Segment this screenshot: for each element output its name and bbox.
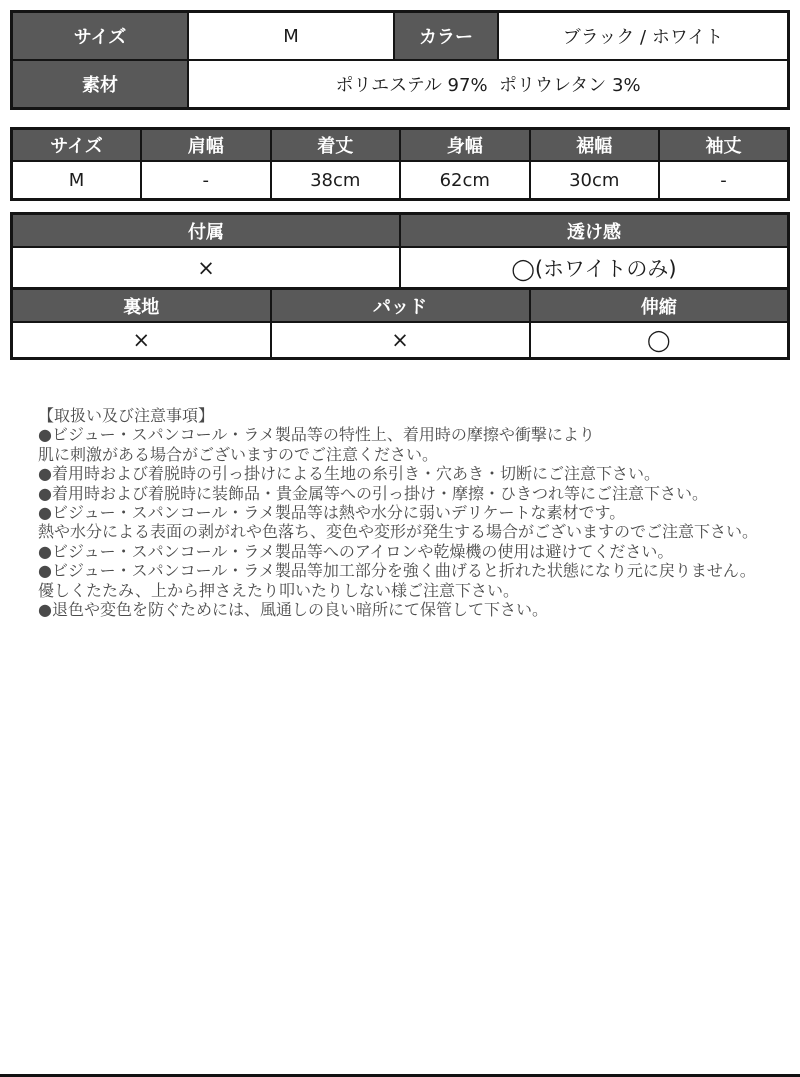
pad-value-cell: × xyxy=(271,322,530,359)
accessory-value-cell: × xyxy=(12,247,401,289)
size-color-material-table xyxy=(10,10,790,110)
material-value-cell: ポリエステル 97% ポリウレタン 3% xyxy=(188,60,789,109)
care-instructions-title: 【取扱い及び注意事項】 xyxy=(38,406,215,425)
table-row xyxy=(12,12,789,61)
measure-header-shoulder: 肩幅 xyxy=(141,129,271,162)
measure-value-length: 38cm xyxy=(271,161,401,200)
care-note-line: ●ビジュー・スパンコール・ラメ製品等加工部分を強く曲げると折れた状態になり元に戻りません。 xyxy=(38,561,756,581)
table-header-row xyxy=(12,214,789,248)
measure-value-shoulder: - xyxy=(141,161,271,200)
table-row xyxy=(12,322,789,359)
lining-value-cell: × xyxy=(12,322,271,359)
measure-value-size: M xyxy=(12,161,142,200)
lining-header-cell: 裏地 xyxy=(12,289,271,323)
product-spec-page xyxy=(0,10,800,1077)
accessory-sheerness-table xyxy=(10,212,790,290)
lining-pad-stretch-table xyxy=(10,287,790,360)
measurements-table xyxy=(10,127,790,201)
care-note-line: ●着用時および着脱時に装飾品・貴金属等への引っ掛け・摩擦・ひきつれ等にご注意下さい。 xyxy=(38,483,708,503)
sheerness-value-cell: ◯(ホワイトのみ) xyxy=(400,247,789,289)
color-value-cell: ブラック / ホワイト xyxy=(498,12,789,61)
stretch-header-cell: 伸縮 xyxy=(530,289,789,323)
measure-header-hem: 裾幅 xyxy=(530,129,660,162)
measure-value-width: 62cm xyxy=(400,161,530,200)
pad-header-cell: パッド xyxy=(271,289,530,323)
size-value-cell: M xyxy=(188,12,394,61)
care-note-line: ●ビジュー・スパンコール・ラメ製品等の特性上、着用時の摩擦や衝撃により xyxy=(38,425,595,445)
accessory-header-cell: 付属 xyxy=(12,214,401,248)
stretch-value-cell: ◯ xyxy=(530,322,789,359)
measure-header-length: 着丈 xyxy=(271,129,401,162)
size-label-cell: サイズ xyxy=(12,12,189,61)
care-instructions xyxy=(38,406,772,619)
table-row xyxy=(12,60,789,109)
table-row xyxy=(12,161,789,200)
care-note-line: ●着用時および着脱時の引っ掛けによる生地の糸引き・穴あき・切断にご注意下さい。 xyxy=(38,464,660,484)
table-header-row xyxy=(12,289,789,323)
table-header-row xyxy=(12,129,789,162)
care-note-line: ●ビジュー・スパンコール・ラメ製品等へのアイロンや乾燥機の使用は避けてください。 xyxy=(38,541,674,561)
material-label-cell: 素材 xyxy=(12,60,189,109)
care-note-line: 肌に刺激がある場合がございますのでご注意ください。 xyxy=(38,444,439,464)
care-note-line: 優しくたたみ、上から押さえたり叩いたりしない様ご注意下さい。 xyxy=(38,580,519,600)
measure-value-sleeve: - xyxy=(659,161,789,200)
measure-value-hem: 30cm xyxy=(530,161,660,200)
care-note-line: ●退色や変色を防ぐためには、風通しの良い暗所にて保管して下さい。 xyxy=(38,600,548,620)
measure-header-sleeve: 袖丈 xyxy=(659,129,789,162)
table-row xyxy=(12,247,789,289)
measure-header-size: サイズ xyxy=(12,129,142,162)
care-note-line: ●ビジュー・スパンコール・ラメ製品等は熱や水分に弱いデリケートな素材です。 xyxy=(38,503,626,523)
color-label-cell: カラー xyxy=(394,12,498,61)
care-note-line: 熱や水分による表面の剥がれや色落ち、変色や変形が発生する場合がございますのでご注意下さい。 xyxy=(38,522,759,542)
sheerness-header-cell: 透け感 xyxy=(400,214,789,248)
measure-header-width: 身幅 xyxy=(400,129,530,162)
